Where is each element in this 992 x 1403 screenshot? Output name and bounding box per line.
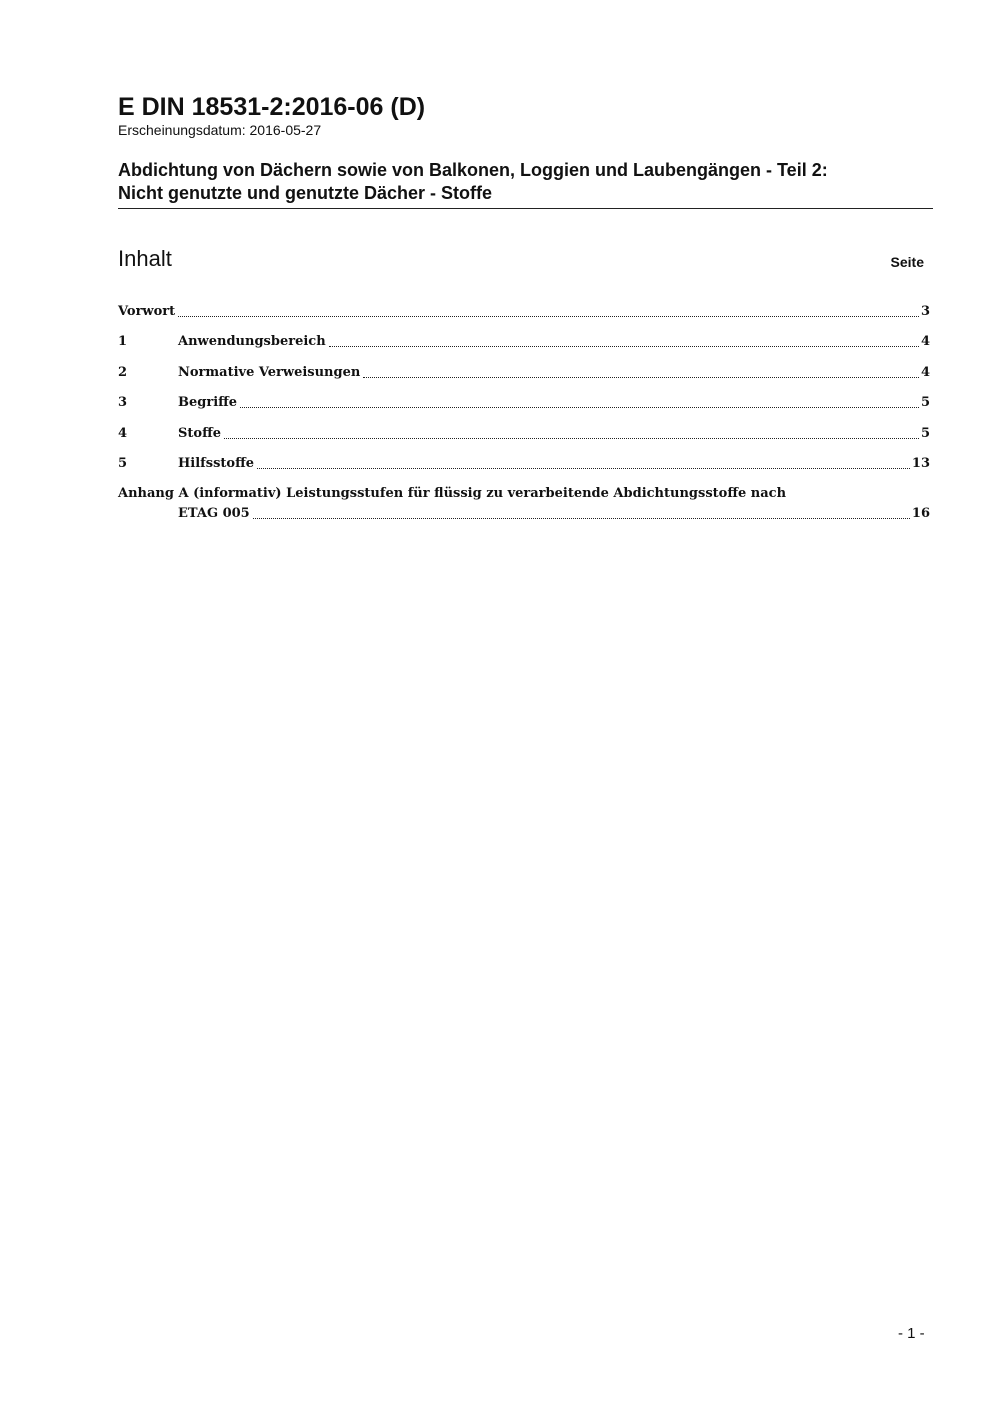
toc-dot-leader [363, 377, 919, 378]
document-title-line-1: Abdichtung von Dächern sowie von Balkonen, Loggien und Laubengängen - Teil 2: [118, 160, 828, 180]
toc-annex-continuation [118, 504, 930, 524]
toc-dot-leader [178, 316, 919, 317]
toc-entry-vorwort[interactable] [118, 302, 930, 322]
toc-annex-title-continued: ETAG 005 [178, 506, 250, 522]
toc-dot-leader [257, 468, 910, 469]
toc-entry-label: Begriffe [178, 395, 238, 411]
toc-entry-page: 5 [920, 425, 930, 441]
toc-dot-leader [224, 438, 919, 439]
toc-entry-page: 5 [920, 395, 930, 411]
toc-entry-page: 4 [920, 364, 930, 380]
toc-entry-label: Hilfsstoffe [178, 455, 255, 471]
document-title-line-2: Nicht genutzte und genutzte Dächer - Stoffe [118, 183, 493, 203]
publication-date: Erscheinungsdatum: 2016-05-27 [118, 122, 322, 138]
toc-entry-number: 2 [118, 364, 128, 380]
toc-entry-label: Anwendungsbereich [178, 334, 326, 350]
document-id: E DIN 18531-2:2016-06 (D) [118, 93, 426, 121]
toc-entry-number: 1 [118, 334, 128, 350]
toc-entry-1[interactable] [118, 332, 930, 352]
toc-dot-leader [253, 518, 910, 519]
toc-entry-3[interactable] [118, 393, 930, 413]
toc-entry-2[interactable] [118, 363, 930, 383]
toc-entry-label: Normative Verweisungen [178, 364, 361, 380]
table-of-contents [118, 302, 930, 524]
toc-dot-leader [240, 407, 919, 408]
toc-annex-title: Anhang A (informativ) Leistungsstufen für flüssig zu verarbeitende Abdichtungsstoffe nach [118, 486, 787, 502]
toc-entry-4[interactable] [118, 424, 930, 444]
toc-entry-number: 4 [118, 425, 128, 441]
toc-entry-annex-a[interactable] [118, 484, 930, 524]
document-title [118, 159, 933, 209]
toc-entry-page: 16 [911, 506, 930, 522]
toc-entry-number: 3 [118, 395, 128, 411]
toc-entry-page: 13 [911, 455, 930, 471]
toc-entry-5[interactable] [118, 454, 930, 474]
toc-dot-leader [329, 346, 919, 347]
toc-entry-page: 3 [920, 304, 930, 319]
page-number: - 1 - [898, 1325, 925, 1342]
toc-entry-page: 4 [920, 334, 930, 350]
toc-entry-label: Vorwort [118, 304, 176, 319]
toc-page-column-label: Seite [890, 254, 924, 270]
toc-entry-number: 5 [118, 455, 128, 471]
toc-heading: Inhalt [118, 246, 172, 271]
toc-entry-label: Stoffe [178, 425, 222, 441]
